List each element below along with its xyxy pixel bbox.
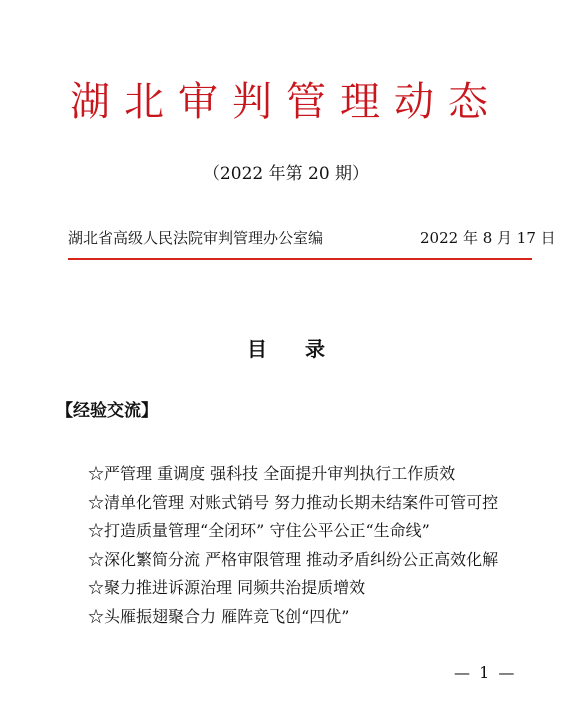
toc-item[interactable]: ☆打造质量管理“全闭环” 守住公平公正“生命线”	[88, 521, 430, 540]
toc-title: 目录	[247, 337, 363, 361]
toc-item[interactable]: ☆清单化管理 对账式销号 努力推动长期未结案件可管可控	[88, 492, 499, 512]
publication-title: 湖北审判管理动态	[70, 79, 502, 125]
toc-list	[88, 460, 498, 631]
toc-item[interactable]: ☆严管理 重调度 强科技 全面提升审判执行工作质效	[88, 464, 456, 483]
section-heading: 【经验交流】	[56, 401, 158, 421]
issue-number: （2022 年第 20 期）	[202, 164, 370, 184]
toc-item[interactable]: ☆头雁振翅聚合力 雁阵竞飞创“四优”	[88, 606, 350, 626]
toc-item[interactable]: ☆聚力推进诉源治理 同频共治提质增效	[88, 578, 366, 597]
publisher: 湖北省高级人民法院审判管理办公室编	[68, 229, 324, 247]
publish-date: 2022 年 8 月 17 日	[420, 229, 556, 247]
toc-item[interactable]: ☆深化繁简分流 严格审限管理 推动矛盾纠纷公正高效化解	[88, 549, 499, 569]
header-divider	[68, 258, 532, 260]
page-number: — 1 —	[454, 663, 517, 682]
